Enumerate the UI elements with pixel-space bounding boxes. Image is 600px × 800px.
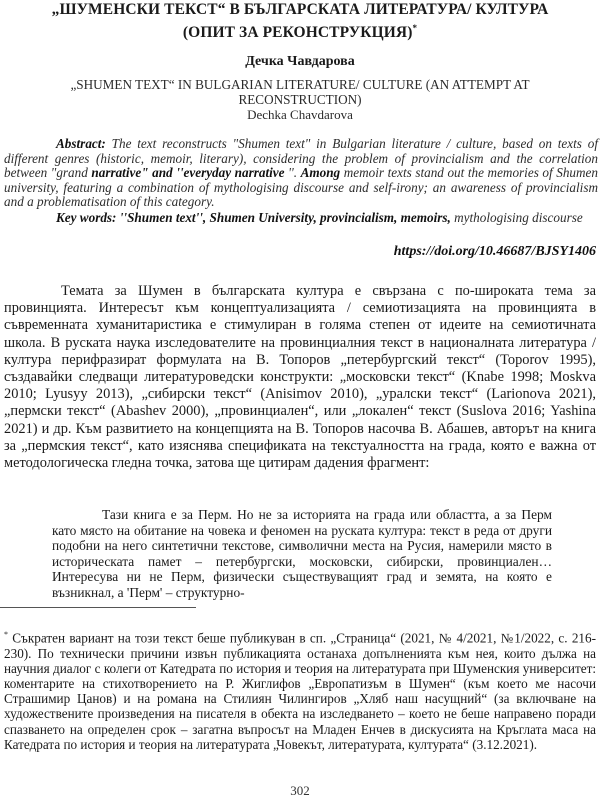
keywords-label: Key words: <box>56 210 117 225</box>
abstract <box>4 137 598 210</box>
abstract-text-3: memoir texts stand out the memories of Shumen university, featuring a combination of mythologising discourse and self-irony; an awareness of provincialism and a problematisation of this category. <box>4 165 598 210</box>
footnote <box>4 627 596 752</box>
keywords <box>4 211 598 226</box>
english-title-line-1: „SHUMEN TEXT“ IN BULGARIAN LITERATURE/ CULTURE (AN ATTEMPT AT <box>70 77 530 92</box>
article-title-line-2 <box>0 19 600 42</box>
english-title <box>0 78 600 107</box>
page-number: 302 <box>290 783 310 798</box>
footnote-mark: * <box>4 630 8 639</box>
abstract-bold-2: Among <box>300 165 341 181</box>
abstract-label: Abstract: <box>56 136 106 151</box>
keywords-bold-list: ''Shumen text'', Shumen University, provincialism, memoirs, <box>116 210 451 225</box>
block-quote: Тази книга е за Перм. Но не за историята на града или областта, а за Перм като място на обитание на човека и феномен на руската култура: текст в реда от други подобни на него синтетични текстове, символични места на Русия, намерили място в историческата памет – петербургски, московски, сибирски, провинциален…Интересува ни не Перм, физически съществуващият град и земята, на която е възникнал, а 'Перм' – структурно- <box>52 507 552 600</box>
footnote-separator <box>0 607 196 608</box>
keywords-rest: mythologising discourse <box>450 210 583 225</box>
author-name: Дечка Чавдарова <box>245 54 355 69</box>
abstract-text-1: The text reconstructs "Shumen text" in Bulgarian literature / culture, based on texts of different genres (historic, memoir, literary), considering the problem of provincialism and the correlation between "grand <box>4 136 598 181</box>
english-author-name: Dechka Chavdarova <box>247 107 353 122</box>
abstract-text-2: ''. <box>284 165 301 181</box>
article-title-line-2-text: (ОПИТ ЗА РЕКОНСТРУКЦИЯ) <box>182 24 413 42</box>
footnote-text: Съкратен вариант на този текст беше публикуван в сп. „Страница“ (2021, № 4/2021, №1/2022, с. 216-230). По технически причини извън публикацията останаха допълненията към нея, които дължа на научния диалог с колеги от Катедрата по история и теория на литературата при Шуменския университет: коментарите на стихотворението на Р. Жиглифов „Европатизъм в Шумен“ (към което ме насочи Страшимир Цанов) и на романа на Стилиян Чилингиров „Хляб наш насущний“ (за включване на художествените произведения на писателя в обекта на изследването – което не беше направено поради спазването на определен срок – загатна въпросът на Младен Енчев в дискусията на Кръглата маса на Катедрата по история и теория на литературата „Човекът, литературата, културата“ (3.12.2021). <box>4 630 596 752</box>
title-footnote-mark[interactable]: * <box>412 23 418 33</box>
article-title-line-1: „ШУМЕНСКИ ТЕКСТ“ В БЪЛГАРСКАТА ЛИТЕРАТУРА/ КУЛТУРА <box>51 1 549 18</box>
english-title-line-2: RECONSTRUCTION) <box>238 91 362 107</box>
abstract-bold-1: narrative" and ''everyday narrative <box>91 165 285 181</box>
doi-link[interactable]: https://doi.org/10.46687/BJSY1406 <box>393 244 596 259</box>
body-paragraph-1: Темата за Шумен в българската култура е свързана с по-широката тема за провинцията. Интересът към концептуализацията / семиотизацията на провинцията в съвременната хуманитаристика е стимулиран в голяма степен от идеите на семиотичната школа. В руската наука изследователите на провинциалния текст в националната литература / култура перифразират формулата на В. Топоров „петербургский текст“ (Toporov 1995), създавайки следващи литературоведски конструкти: „московски текст“ (Knabe 1998; Moskva 2010; Lyusyy 2013), „сибирски текст“ (Anisimov 2010), „уралски текст“ (Larionova 2021), „пермски текст“ (Abashev 2000), „провинциален“, или „локален“ текст (Suslova 2016; Yashina 2021) и др. Към развитието на концепцията на В. Топоров насочва В. Абашев, авторът на книга за „пермския текст“, като изяснява спецификата на текстуалността на града, която е важна от методологическа гледна точка, затова ще цитирам дадения фрагмент: <box>4 283 596 472</box>
